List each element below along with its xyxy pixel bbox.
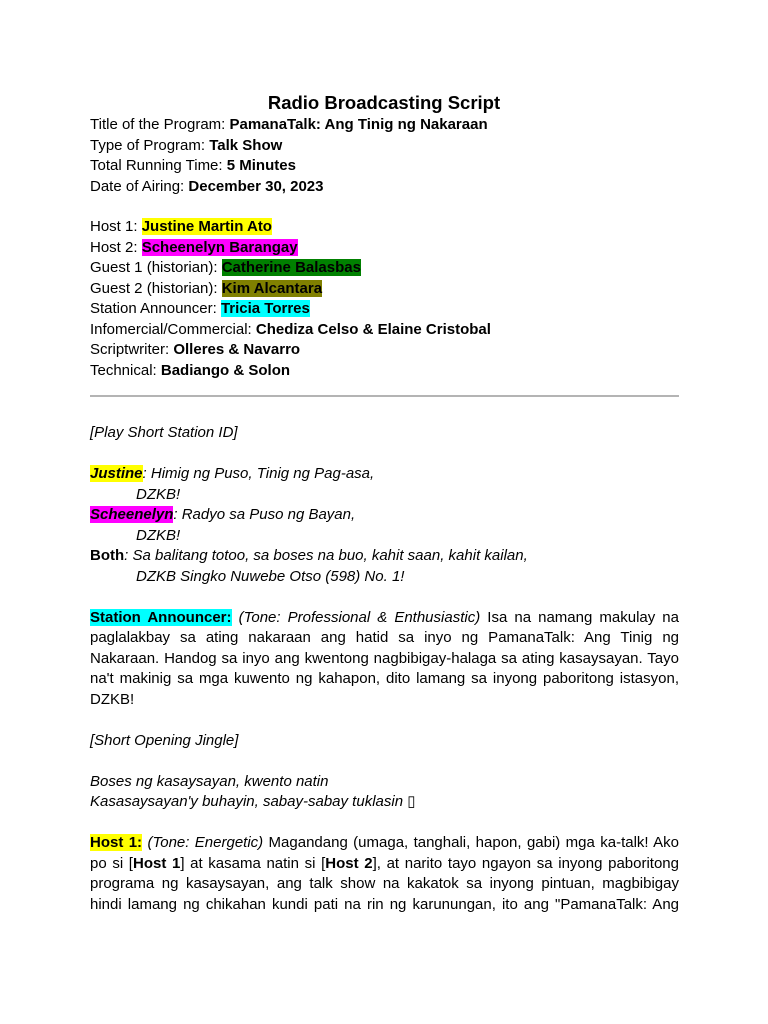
- technical-row: [90, 361, 690, 382]
- program-title-value: PamanaTalk: Ang Tinig ng Nakaraan: [229, 116, 488, 133]
- announcer-tone: (Tone: Professional & Enthusiastic): [231, 608, 481, 626]
- announcer-line5: DZKB!: [90, 690, 135, 708]
- scheenelyn-speaker: Scheenelyn: [90, 506, 174, 523]
- announcer-row: [90, 299, 690, 320]
- scheenelyn-line1: Radyo sa Puso ng Bayan,: [177, 506, 356, 523]
- guest1-name: Catherine Balasbas: [221, 259, 361, 276]
- program-type-label: Type of Program:: [90, 136, 210, 154]
- program-type-value: Talk Show: [209, 136, 283, 154]
- guest2-row: [90, 279, 690, 300]
- announcer-label: Station Announcer:: [90, 300, 221, 317]
- justine-speaker: Justine: [90, 465, 143, 482]
- host2-label: Host 2:: [90, 238, 142, 256]
- host1-label: Host 1:: [90, 218, 142, 235]
- commercial-label: Infomercial/Commercial:: [90, 320, 256, 338]
- host1-line1: Magandang (umaga, tanghali, hapon, gabi) mga ka-talk! Ako: [263, 834, 679, 851]
- justine-line2: DZKB!: [136, 485, 181, 503]
- program-title-row: [90, 115, 690, 136]
- both-line2: DZKB Singko Nuwebe Otso (598) No. 1!: [136, 567, 405, 585]
- scriptwriter-label: Scriptwriter:: [90, 341, 174, 358]
- running-time-value: 5 Minutes: [226, 157, 296, 174]
- announcer-paragraph: [90, 608, 679, 711]
- jingle-line1: Boses ng kasaysayan, kwento natin: [90, 772, 329, 790]
- airing-date-row: [90, 177, 690, 198]
- host1-line3: programa ng kasaysayan, ang talk show na kakatok sa inyong pintuan, magbibigay: [90, 875, 679, 892]
- justine-colon: :: [142, 465, 147, 482]
- guest1-label: Guest 1 (historian):: [90, 259, 222, 276]
- host1-name: Justine Martin Ato: [141, 218, 272, 235]
- announcer-line2: paglalakbay sa ating nakaraan ang hatid sa inyo ng PamanaTalk: Ang Tinig ng: [90, 629, 679, 646]
- host2-name: Scheenelyn Barangay: [141, 238, 298, 256]
- commercial-row: [90, 320, 690, 341]
- document-title: Radio Broadcasting Script: [267, 92, 501, 113]
- host2-row: [90, 238, 690, 259]
- jingle-line2: Kasasaysayan'y buhayin, sabay-sabay tuklasin: [90, 793, 404, 810]
- both-speaker: Both: [90, 547, 125, 564]
- announcer-speaker: Station Announcer:: [90, 608, 232, 626]
- host1-line4: hindi lamang ng chikahan kundi pati na rin ng karunungan, ito ang "PamanaTalk: Ang: [90, 895, 679, 913]
- host1-speaker: Host 1:: [90, 834, 143, 851]
- announcer-name: Tricia Torres: [220, 300, 310, 317]
- guest1-row: [90, 258, 690, 279]
- technical-names: Badiango & Solon: [160, 361, 291, 379]
- announcer-line4: na't makinig sa mga kuwento ng kahapon, dito lamang sa inyong paboritong istasyon,: [90, 670, 679, 687]
- program-details: [90, 115, 690, 381]
- justine-line-block: [90, 464, 679, 587]
- program-type-row: [90, 136, 690, 157]
- both-line1: : Sa balitang totoo, sa boses na buo, kahit saan, kahit kailan,: [124, 547, 528, 564]
- host1-tone: (Tone: Energetic): [142, 834, 264, 851]
- host1-paragraph: [90, 833, 679, 915]
- host1-line2: po si [Host 1] at kasama natin si [Host 2], at narito tayo ngayon sa inyong paboritong: [90, 854, 679, 872]
- guest2-label: Guest 2 (historian):: [90, 279, 222, 297]
- technical-label: Technical:: [90, 361, 161, 379]
- horizontal-divider: [90, 395, 679, 397]
- jingle-lyrics: [90, 772, 679, 813]
- guest2-name: Kim Alcantara: [221, 279, 323, 297]
- script-body: [90, 423, 679, 915]
- station-id-cue: [Play Short Station ID]: [90, 424, 238, 441]
- announcer-line3: Nakaraan. Handog sa inyo ang kwentong nagbibigay-halaga sa ating kasaysayan. Tayo: [90, 649, 679, 667]
- host1-row: [90, 217, 690, 238]
- commercial-names: Chediza Celso & Elaine Cristobal: [255, 320, 491, 338]
- announcer-line1: Isa na namang makulay na: [480, 608, 679, 626]
- program-title-label: Title of the Program:: [90, 116, 230, 133]
- airing-date-label: Date of Airing:: [90, 177, 189, 195]
- scheenelyn-line2: DZKB!: [136, 526, 181, 544]
- scriptwriter-names: Olleres & Navarro: [173, 341, 301, 358]
- justine-line1: Himig ng Puso, Tinig ng Pag-asa,: [146, 465, 375, 482]
- running-time-label: Total Running Time:: [90, 157, 227, 174]
- airing-date-value: December 30, 2023: [188, 177, 324, 195]
- scriptwriter-row: [90, 340, 690, 361]
- scheenelyn-colon: :: [173, 506, 178, 523]
- jingle-cue: [Short Opening Jingle]: [90, 731, 239, 749]
- running-time-row: [90, 156, 690, 177]
- missing-glyph-icon: ▯: [407, 793, 416, 810]
